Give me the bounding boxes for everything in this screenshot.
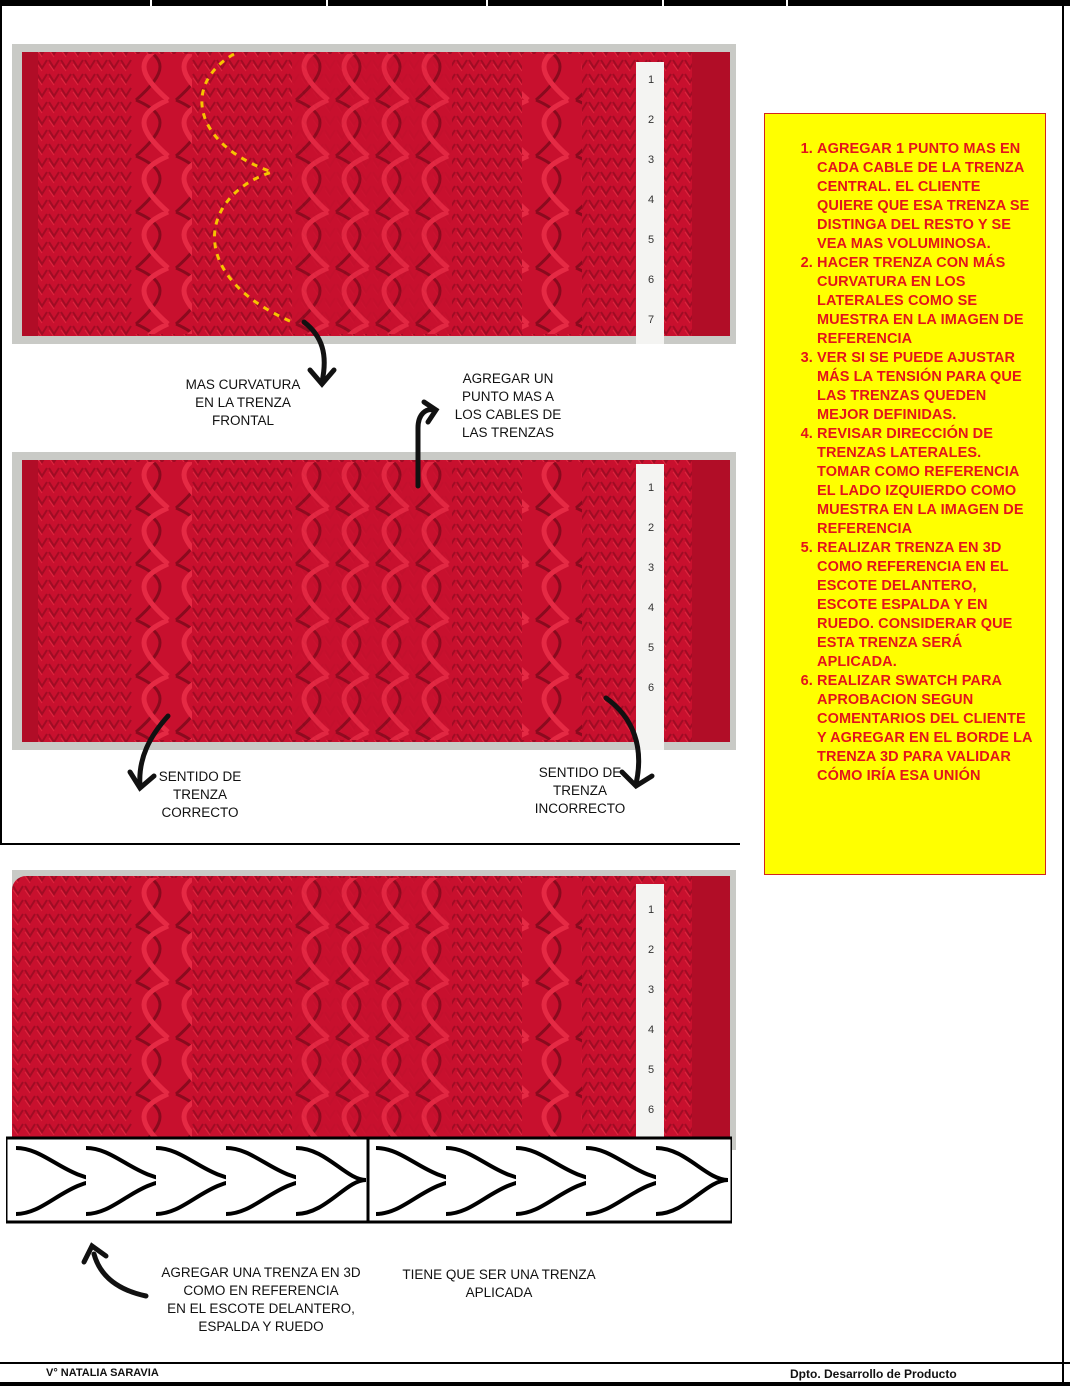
ruler-2: 1 2 3 4 5 6	[648, 482, 655, 694]
annotation-incorrect-direction: SENTIDO DE TRENZA INCORRECTO	[534, 765, 626, 816]
footer-divider	[0, 1362, 1070, 1364]
arrow-3d-braid-icon	[78, 1238, 152, 1302]
section-divider	[0, 843, 740, 845]
page-frame-right	[1062, 0, 1064, 1386]
note-item: 3. VER SI SE PUEDE AJUSTAR MÁS LA TENSIÓN PARA QUE LAS TRENZAS QUEDEN MEJOR DEFINIDAS.	[817, 349, 1035, 425]
notes-panel	[764, 113, 1046, 875]
note-item: 1. AGREGAR 1 PUNTO MAS EN CADA CABLE DE LA TRENZA CENTRAL. EL CLIENTE QUIERE QUE ESA TRENZA SE DISTINGA DEL RESTO Y SE VEA MAS VOLUMINOSA.	[817, 140, 1035, 254]
annotation-correct-direction: SENTIDO DE TRENZA CORRECTO	[158, 769, 242, 820]
page-frame-left	[0, 0, 2, 845]
annotation-curvature: MAS CURVATURA EN LA TRENZA FRONTAL	[185, 377, 301, 428]
notes-list	[765, 114, 1045, 786]
braid-3d-illustration	[6, 1134, 732, 1226]
ruler-1: 1 2 3 4 5 6 7	[648, 74, 655, 326]
note-item: 4. REVISAR DIRECCIÓN DE TRENZAS LATERALES. TOMAR COMO REFERENCIA EL LADO IZQUIERDO COMO MUESTRA EN LA IMAGEN DE REFERENCIA	[817, 425, 1035, 539]
annotation-add-point: AGREGAR UN PUNTO MAS A LOS CABLES DE LAS TRENZAS	[454, 371, 562, 440]
note-item: 6. REALIZAR SWATCH PARA APROBACION SEGUN COMENTARIOS DEL CLIENTE Y AGREGAR EN EL BORDE LA TRENZA 3D PARA VALIDAR CÓMO IRÍA ESA UNIÓN	[817, 672, 1035, 786]
ruler-3: 1 2 3 4 5 6	[648, 904, 655, 1116]
swatch-photo-1	[12, 44, 736, 344]
department-label: Dpto. Desarrollo de Producto	[790, 1367, 957, 1381]
annotation-add-3d-braid: AGREGAR UNA TRENZA EN 3D COMO EN REFERENCIA EN EL ESCOTE DELANTERO, ESPALDA Y RUEDO	[161, 1265, 361, 1334]
page-frame-bottom	[0, 1382, 1070, 1386]
swatch-photo-3	[12, 870, 736, 1150]
note-item: 2. HACER TRENZA CON MÁS CURVATURA EN LOS LATERALES COMO SE MUESTRA EN LA IMAGEN DE REFERENCIA	[817, 254, 1035, 349]
annotation-applied-braid: TIENE QUE SER UNA TRENZA APLICADA	[402, 1267, 596, 1300]
header-ticks	[0, 0, 1070, 6]
approval-label: V° NATALIA SARAVIA	[46, 1367, 159, 1379]
note-item: 5. REALIZAR TRENZA EN 3D COMO REFERENCIA EN EL ESCOTE DELANTERO, ESCOTE ESPALDA Y EN RUEDO. CONSIDERAR QUE ESTA TRENZA SERÁ APLICADA.	[817, 539, 1035, 672]
